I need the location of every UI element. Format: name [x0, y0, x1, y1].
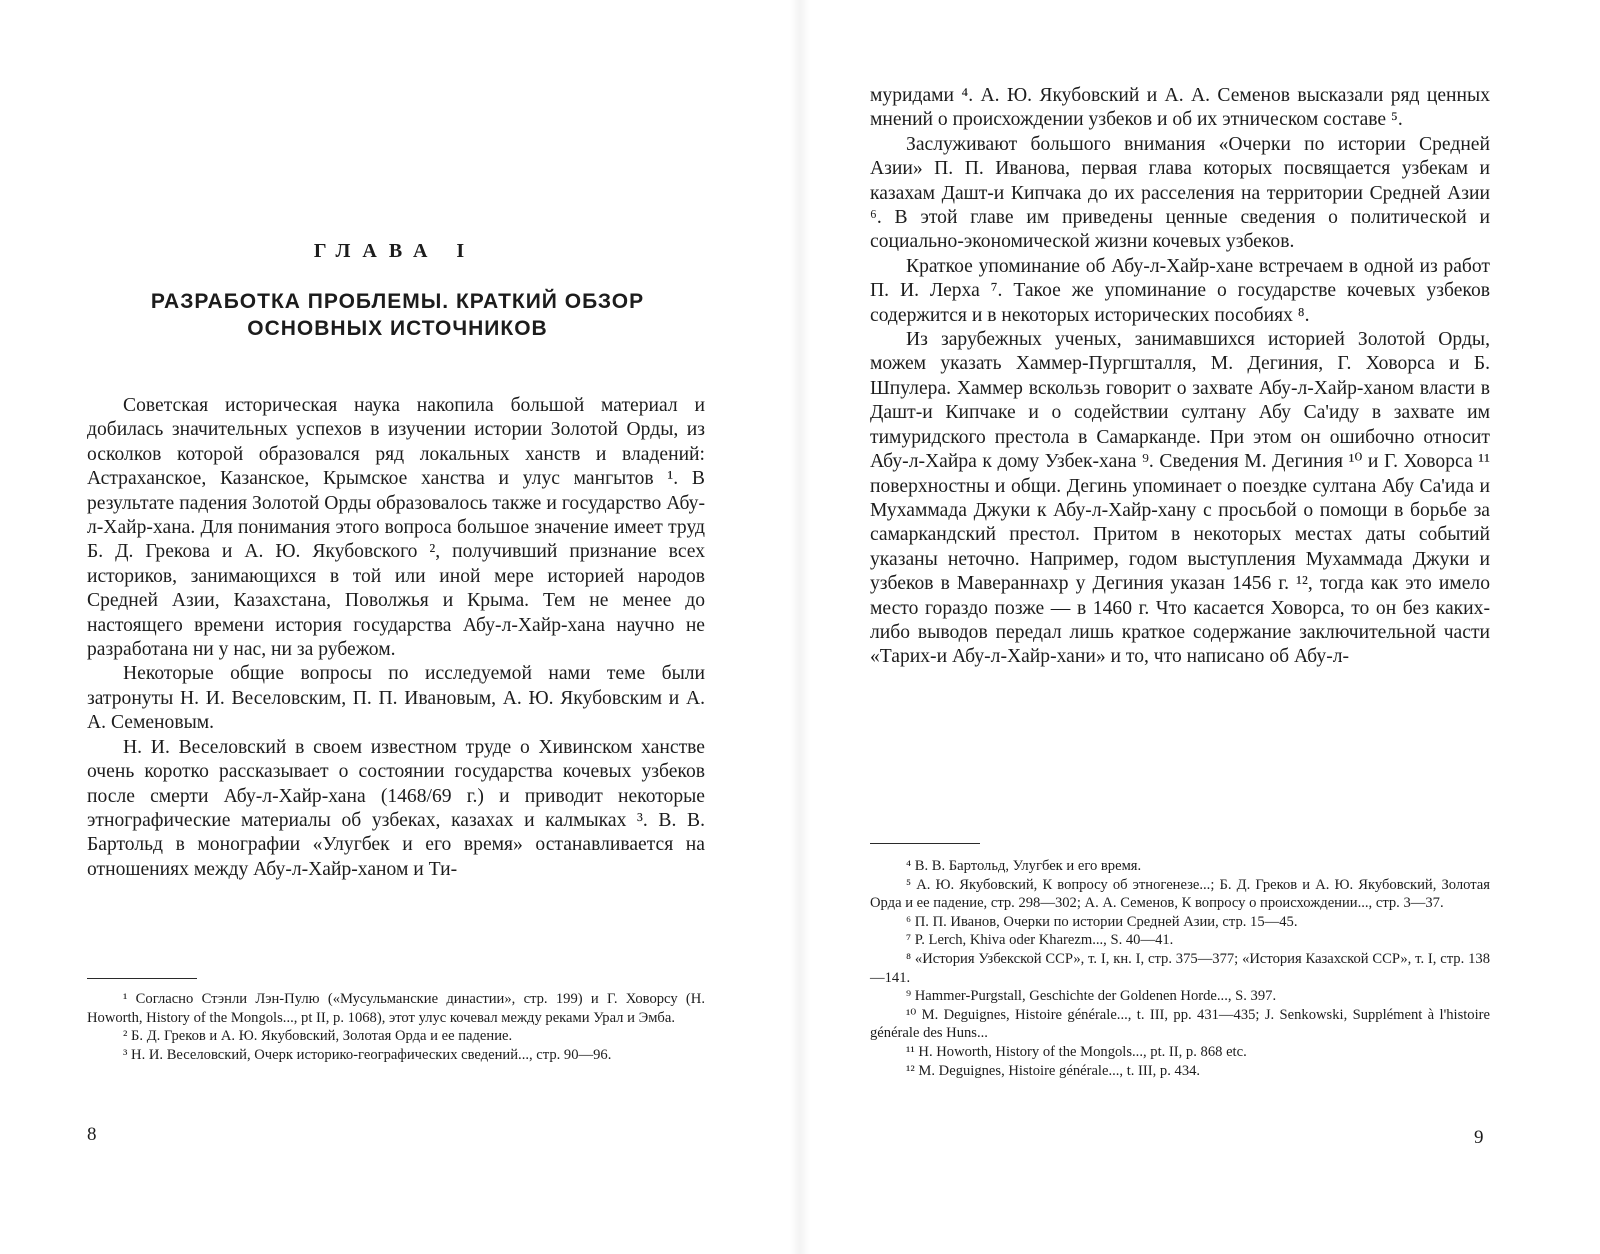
footnote: ⁷ P. Lerch, Khiva oder Kharezm..., S. 40—41. [906, 932, 1174, 949]
book-gutter [790, 0, 810, 1254]
footnote: ¹ Согласно Стэнли Лэн-Пулю («Мусульманские династии», стр. 199) и Г. Ховорсу (H. Howorth, History of the Mongols..., pt II, p. 1068), этот улус кочевал между реками Урал и Эмба. [87, 991, 705, 1026]
chapter-title-line: РАЗРАБОТКА ПРОБЛЕМЫ. КРАТКИЙ ОБЗОР [150, 290, 645, 313]
right-page [810, 0, 1600, 1254]
chapter-label: ГЛАВА I [313, 240, 477, 262]
left-page [0, 0, 790, 1254]
paragraph: Краткое упоминание об Абу-л-Хайр-хане встречаем в одной из работ П. И. Лерха ⁷. Такое же упоминание о государстве кочевых узбеков содержится и в некоторых исторических пособиях ⁸. [870, 255, 1490, 326]
chapter-title-line: ОСНОВНЫХ ИСТОЧНИКОВ [247, 317, 548, 340]
paragraph: муридами ⁴. А. Ю. Якубовский и А. А. Семенов высказали ряд ценных мнений о происхождении узбеков и об их этническом составе ⁵. [870, 85, 1490, 131]
page-number: 8 [87, 1124, 97, 1145]
footnote: ⁸ «История Узбекской ССР», т. I, кн. I, стр. 375—377; «История Казахской ССР», т. I, стр. 138—141. [870, 950, 1490, 986]
footnote: ¹⁰ M. Deguignes, Histoire générale..., t. III, pp. 431—435; J. Senkowski, Supplément à l'histoire générale des Huns... [870, 1006, 1490, 1042]
chapter-title [95, 288, 700, 342]
paragraph: Н. И. Веселовский в своем известном труде о Хивинском ханстве очень коротко рассказывает о состоянии государства кочевых узбеков после смерти Абу-л-Хайр-хана (1468/69 г.) и приводит некоторые этнографические материалы об узбеках, казахах и калмыках ³. В. В. Бартольд в монографии «Улугбек и его время» останавливается на отношениях между Абу-л-Хайр-ханом и Ти- [87, 736, 705, 880]
footnote: ⁹ Hammer-Purgstall, Geschichte der Goldenen Horde..., S. 397. [906, 988, 1277, 1005]
right-footnotes [870, 857, 1490, 1080]
right-body-text [870, 84, 1490, 670]
paragraph: Заслуживают большого внимания «Очерки по истории Средней Азии» П. П. Иванова, первая глава которых посвящается узбекам и казахам Дашт-и Кипчака до их расселения на территории Средней Азии ⁶. В этой главе им приведены ценные сведения о политической и социально-экономической жизни кочевых узбеков. [870, 133, 1490, 253]
footnote: ¹² M. Deguignes, Histoire générale..., t. III, p. 434. [906, 1062, 1201, 1079]
page-number: 9 [1474, 1127, 1484, 1148]
paragraph: Из зарубежных ученых, занимавшихся историей Золотой Орды, можем указать Хаммер-Пургшталля, М. Дегиния, Г. Ховорса и Б. Шпулера. Хаммер вскользь говорит о захвате Абу-л-Хайр-ханом власти в Дашт-и Кипчаке и о содействии султану Абу Са'иду в захвате им тимуридского престола в Самарканде. При этом он ошибочно относит Абу-л-Хайра к дому Узбек-хана ⁹. Сведения М. Дегиния ¹⁰ и Г. Ховорса ¹¹ поверхностны и общи. Дегинь упоминает о поездке султана Абу Са'ида и Мухаммада Джуки к Абу-л-Хайр-хану с просьбой о помощи в борьбе за самаркандский престол. Притом в некоторых местах даты событий указаны неточно. Например, годом выступления Мухаммада Джуки и узбеков в Мавераннахр у Дегиния указан 1456 г. ¹², тогда как это имело место гораздо позже — в 1460 г. Что касается Ховорса, то он без каких-либо выводов передал лишь краткое содержание заключительной части «Тарих-и Абу-л-Хайр-хани» и то, что написано об Абу-л- [870, 329, 1490, 668]
footnote: ⁶ П. П. Иванов, Очерки по истории Средней Азии, стр. 15—45. [906, 913, 1298, 930]
footnote-divider [870, 843, 980, 844]
footnote: ⁵ А. Ю. Якубовский, К вопросу об этногенезе...; Б. Д. Греков и А. Ю. Якубовский, Золотая Орда и ее падение, стр. 298—302; А. А. Семенов, К вопросу о происхождении..., стр. 3—37. [870, 876, 1490, 912]
paragraph: Некоторые общие вопросы по исследуемой нами теме были затронуты Н. И. Веселовским, П. П. Ивановым, А. Ю. Якубовским и А. А. Семеновым. [87, 663, 705, 734]
footnote: ¹¹ H. Howorth, History of the Mongols..., pt. II, p. 868 etc. [906, 1043, 1247, 1060]
left-body-text [87, 394, 705, 882]
footnote-divider [87, 978, 197, 979]
paragraph: Советская историческая наука накопила большой материал и добилась значительных успехов в изучении истории Золотой Орды, из осколков которой образовался ряд локальных ханств и владений: Астраханское, Казанское, Крымское ханства и улус мангытов ¹. В результате падения Золотой Орды образовалось также и государство Абу-л-Хайр-хана. Для понимания этого вопроса большое значение имеет труд Б. Д. Грекова и А. Ю. Якубовского ², получивший признание всех историков, занимающихся в той или иной мере историей народов Средней Азии, Казахстана, Поволжья и Крыма. Тем не менее до настоящего времени история государства Абу-л-Хайр-хана научно не разработана ни у нас, ни за рубежом. [87, 395, 705, 661]
footnote: ³ Н. И. Веселовский, Очерк историко-географических сведений..., стр. 90—96. [123, 1046, 612, 1063]
footnote: ⁴ В. В. Бартольд, Улугбек и его время. [906, 858, 1142, 874]
footnote: ² Б. Д. Греков и А. Ю. Якубовский, Золотая Орда и ее падение. [123, 1028, 513, 1045]
left-footnotes [87, 990, 705, 1064]
